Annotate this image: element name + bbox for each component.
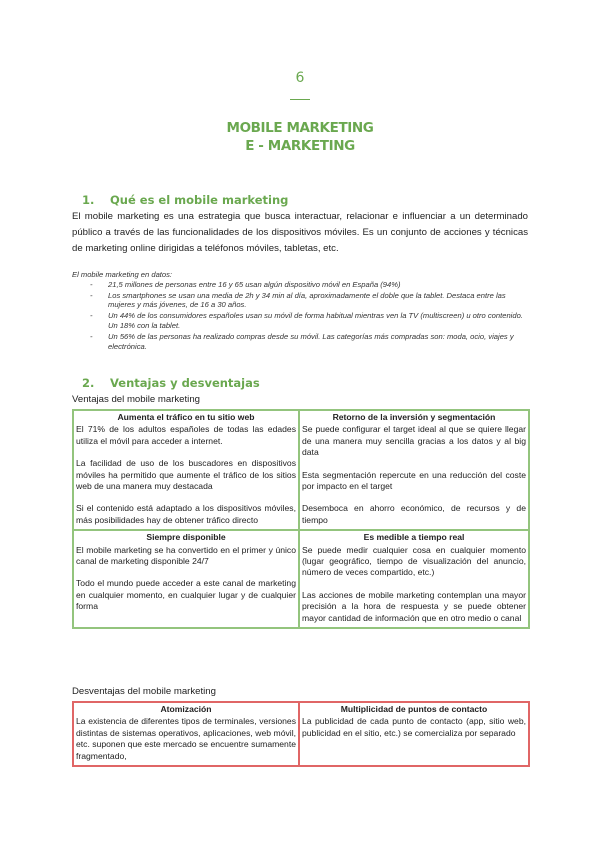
ventaja-cell-retorno: [299, 410, 529, 530]
cell-title: Es medible a tiempo real: [363, 532, 465, 543]
section2-title: Ventajas y desventajas: [110, 376, 260, 390]
datos-item: - Los smartphones se usan una media de 2h y 34 min al día, aproximadamente el doble que la tablet. Destaca entre las mujeres y más jóvenes, de 16 a 30 años.: [90, 290, 506, 310]
datos-list: [72, 280, 532, 352]
ventajas-caption: Ventajas del mobile marketing: [72, 394, 200, 405]
cell-text: La facilidad de uso de los buscadores en dispositivos móviles ha permitido que aumente el tráfico de los sitios web de una manera muy destacada: [76, 458, 296, 492]
section1-title: Qué es el mobile marketing: [110, 193, 289, 207]
section1-number: 1.: [82, 193, 95, 207]
cell-text: Las acciones de mobile marketing contemplan una mayor precisión a la hora de respuesta y se puede obtener mayor cantidad de información que en otro medio o canal: [302, 589, 526, 623]
section1-paragraph: El mobile marketing es una estrategia que busca interactuar, relacionar e influenciar a un determinado público a través de las funcionalidades de los dispositivos móviles. Es un conjunto de acciones y técnicas de marketing online dirigidas a teléfonos móviles, tabletas, etc.: [72, 211, 528, 254]
cell-text: Esta segmentación repercute en una reducción del coste por impacto en el target: [302, 469, 526, 492]
ventaja-cell-medible: [299, 530, 529, 628]
datos-intro: El mobile marketing en datos:: [72, 270, 173, 279]
ventaja-cell-trafico: [73, 410, 299, 530]
datos-item: - Un 56% de las personas ha realizado compras desde su móvil. Las categorías más compradas son: moda, ocio, viajes y electrónica.: [90, 331, 514, 351]
cell-text: Si el contenido está adaptado a los dispositivos móviles, más posibilidades hay de obtener tráfico directo: [76, 503, 296, 525]
cell-text: Todo el mundo puede acceder a este canal de marketing en cualquier momento, en cualquier lugar y de cualquier forma: [76, 578, 296, 612]
section2-number: 2.: [82, 376, 95, 390]
desventaja-cell-atomizacion: [73, 702, 299, 766]
cell-title: Siempre disponible: [146, 532, 226, 543]
table-row: [73, 530, 529, 628]
cell-title: Multiplicidad de puntos de contacto: [340, 704, 488, 714]
section1-heading: [82, 193, 288, 207]
table-row: [73, 410, 529, 530]
ventajas-table: [72, 409, 530, 629]
cell-title: Atomización: [160, 704, 212, 714]
chapter-title-line2: E - MARKETING: [245, 138, 355, 154]
cell-text: Se puede configurar el target ideal al que se quiere llegar de una manera muy sencilla gracias a los datos y al big data: [302, 424, 526, 458]
datos-item: - 21,5 millones de personas entre 16 y 65 usan algún dispositivo móvil en España (94%): [90, 279, 401, 289]
section2-heading: [82, 376, 260, 390]
cell-text: La publicidad de cada punto de contacto (app, sitio web, publicidad en el sitio, etc.) se comercializa por separado: [302, 716, 526, 738]
datos-block: [72, 270, 532, 352]
cell-text: Se puede medir cualquier cosa en cualquier momento (lugar geográfico, tiempo de visualización del anuncio, número de veces compartido, etc.): [302, 544, 526, 578]
cell-text: La existencia de diferentes tipos de terminales, versiones distintas de sistemas operativos, aplicaciones, web móvil, etc. suponen que este mercado se encuentre sumamente fragmentado,: [76, 716, 296, 761]
cell-text: El mobile marketing se ha convertido en el primer y único canal de marketing disponible 24/7: [76, 544, 296, 567]
desventajas-table: [72, 701, 530, 767]
desventaja-cell-multiplicidad: [299, 702, 529, 766]
cell-title: Retorno de la inversión y segmentación: [332, 412, 496, 422]
chapter-number: 6: [295, 70, 305, 86]
cell-text: Desemboca en ahorro económico, de recursos y de tiempo: [302, 503, 526, 525]
cell-text: El 71% de los adultos españoles de todas las edades utiliza el móvil para acceder a internet.: [76, 424, 296, 446]
cell-title: Aumenta el tráfico en tu sitio web: [117, 412, 255, 422]
datos-item: - Un 44% de los consumidores españoles usan su móvil de forma habitual mientras ven la TV (multiscreen) u otro contenido. Un 18% con la tablet.: [90, 311, 523, 330]
chapter-title-line1: MOBILE MARKETING: [226, 120, 374, 136]
ventaja-cell-disponible: [73, 530, 299, 628]
chapter-divider: [290, 99, 310, 100]
table-row: [73, 702, 529, 766]
desventajas-caption: Desventajas del mobile marketing: [72, 686, 216, 697]
